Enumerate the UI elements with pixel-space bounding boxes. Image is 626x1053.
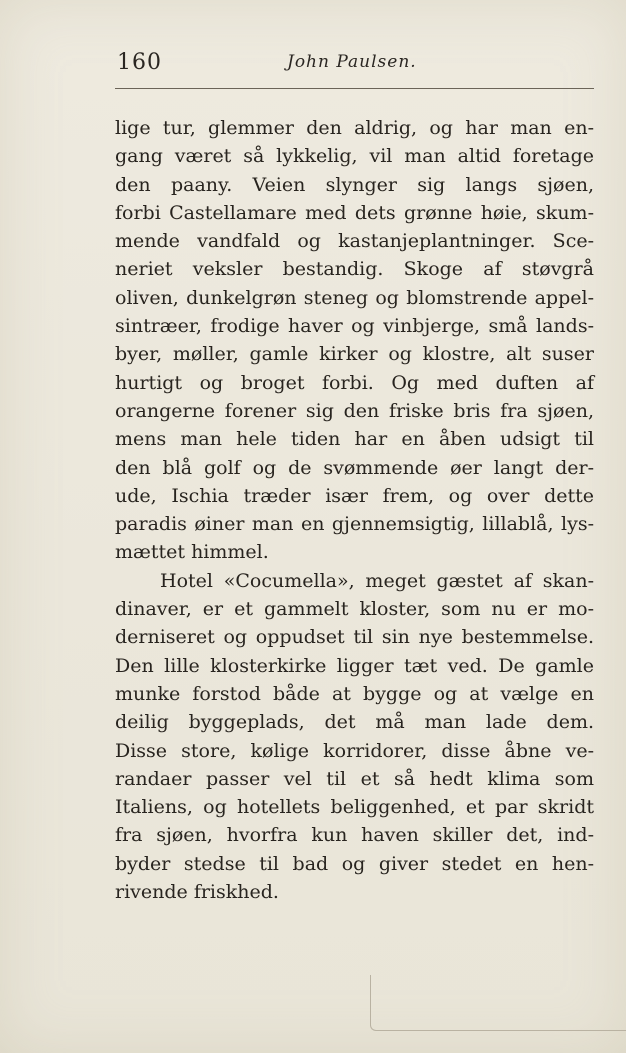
text-line: sintræer, frodige haver og vinbjerge, små lands- <box>115 315 594 338</box>
text-line: fra sjøen, hvorfra kun haven skiller det, ind- <box>115 824 594 847</box>
text-line: derniseret og oppudset til sin nye bestemmelse. <box>115 626 594 649</box>
text-line: ude, Ischia træder især frem, og over dette <box>115 484 594 507</box>
text-line: deilig byggeplads, det må man lade dem. <box>115 711 594 734</box>
text-line: Italiens, og hotellets beliggenhed, et par skridt <box>115 796 594 819</box>
text-line: dinaver, er et gammelt kloster, som nu er mo- <box>115 598 594 621</box>
text-line: den paany. Veien slynger sig langs sjøen, <box>115 173 594 196</box>
text-line: neriet veksler bestandig. Skoge af støvgrå <box>115 258 594 281</box>
text-line: lige tur, glemmer den aldrig, og har man en- <box>115 117 594 139</box>
body-text <box>115 114 594 906</box>
paragraph-end-line: rivende friskhed. <box>115 881 279 904</box>
page-number: 160 <box>117 50 162 75</box>
running-title: John Paulsen. <box>287 52 417 72</box>
text-line: mende vandfald og kastanjeplantninger. Sce- <box>115 230 594 253</box>
text-line: munke forstod både at bygge og at vælge en <box>115 682 594 705</box>
paragraph-start-line: Hotel «Cocumella», meget gæstet af skan- <box>160 569 594 592</box>
text-line: den blå golf og de svømmende øer langt der- <box>115 456 594 479</box>
running-head <box>115 50 595 80</box>
text-line: gang været så lykkelig, vil man altid foretage <box>115 145 594 168</box>
text-line: oliven, dunkelgrøn steneg og blomstrende appel- <box>115 286 594 309</box>
plate-mark <box>370 975 626 1031</box>
text-line: orangerne forener sig den friske bris fra sjøen, <box>115 399 594 422</box>
text-line: byer, møller, gamle kirker og klostre, alt suser <box>115 343 594 366</box>
text-line: mens man hele tiden har en åben udsigt til <box>115 428 594 451</box>
paragraph-end-line: mættet himmel. <box>115 541 269 564</box>
text-line: Den lille klosterkirke ligger tæt ved. De gamle <box>115 654 594 677</box>
text-line: byder stedse til bad og giver stedet en hen- <box>115 852 594 875</box>
text-line: hurtigt og broget forbi. Og med duften af <box>115 371 594 394</box>
text-line: paradis øiner man en gjennemsigtig, lillablå, lys- <box>115 513 594 536</box>
text-line: randaer passer vel til et så hedt klima som <box>115 767 594 790</box>
text-line: forbi Castellamare med dets grønne høie, skum- <box>115 201 594 224</box>
header-rule <box>115 88 594 89</box>
text-line: Disse store, kølige korridorer, disse åbne ve- <box>115 739 594 762</box>
